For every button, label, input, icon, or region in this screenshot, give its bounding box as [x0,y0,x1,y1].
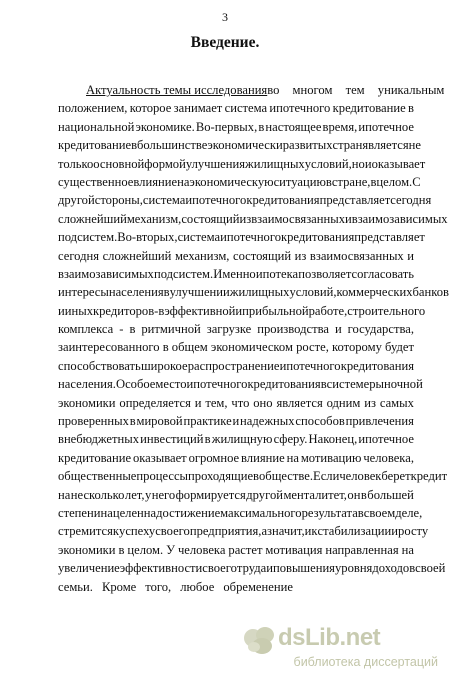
word: обществе. [258,469,313,484]
text-line [58,210,448,228]
word: жилищных [245,156,305,171]
word: только [58,156,94,171]
word: экономике. [135,119,195,134]
word: улучшении [169,285,230,300]
word: жилищную [211,432,273,447]
word: в [360,487,367,502]
word: оказывает [132,450,187,465]
word: доходов [372,561,416,576]
page-number: 3 [222,10,228,24]
word: ипотечное [358,432,414,447]
word: подсистем. [153,266,214,281]
text-line [58,99,414,117]
word: в [129,322,136,337]
text-line [58,247,414,265]
word: работе, [308,303,348,318]
word: населения [108,285,164,300]
word: существенное [58,174,134,189]
text-line [58,338,414,356]
word: огромное [188,450,240,465]
word: настоящее [265,119,322,134]
word: - [119,322,124,337]
word: условий, [289,285,337,300]
word: большей [367,487,414,502]
word: на [143,505,157,520]
word: система [224,101,268,116]
watermark-brand: dsLib.net [278,624,381,651]
word: Особое [115,377,156,392]
word: которому [332,340,382,355]
word: своем [363,505,396,520]
word: кредитование [332,101,406,116]
word: но [351,156,365,171]
word: на [401,542,414,557]
word: в [129,414,136,429]
word: способствовать [58,358,141,373]
word: взаимосвязанных [309,248,404,263]
word: ипотечного [186,377,248,392]
word: общественные [58,469,137,484]
word: проверенных [58,414,129,429]
word: и [58,303,65,318]
word: растет [228,542,263,557]
word: Наконец, [308,432,358,447]
word: состоящий [181,211,240,226]
word: банков [412,285,449,300]
word: достижение [156,505,221,520]
text-line [58,449,414,467]
word: мотивация [265,542,323,557]
word: населения. [58,377,116,392]
word: влияние [133,174,178,189]
word: кредитования [281,230,355,245]
word: ипотека [255,266,299,281]
word: коммерческих [336,285,413,300]
text-line [58,265,414,283]
word: одним [326,395,361,410]
word: место [155,377,187,392]
word: и [235,303,243,318]
word: менталитет, [283,487,347,502]
word: является [276,395,323,410]
word: и [334,322,342,337]
word: успеху [119,524,156,539]
word: национальной [58,119,135,134]
word: системе [326,377,370,392]
word: условий, [304,156,352,171]
text-line [58,357,414,375]
text-line [58,173,421,191]
word: мотивацию [300,450,362,465]
word: в [204,432,211,447]
text-line [58,191,432,209]
text-line [58,559,446,577]
word: загрузке [206,322,252,337]
word: из [294,248,307,263]
text-line [58,81,445,99]
word: сегодня [58,248,100,263]
text-line [58,228,425,246]
word: целом. [127,542,164,557]
word: в [253,469,259,484]
word: на [177,174,190,189]
word: ситуацию [273,174,326,189]
word: направленная [325,542,399,557]
word: определяется [119,395,191,410]
word: интересы [58,285,109,300]
word: является [362,138,409,153]
word: экономическую [189,174,274,189]
word: к [112,524,120,539]
word: своего [202,561,237,576]
word: распространение [187,358,280,373]
word: него [151,487,176,502]
word: результата [301,505,358,520]
word: росте, [296,340,329,355]
word: кредит [410,469,448,484]
word: иных [64,303,93,318]
word: влияние [241,450,285,465]
word: в [320,377,327,392]
word: взаимосвязанных [251,211,345,226]
word: ритмичной [141,322,201,337]
word: которое [129,101,172,116]
word: взаимозависимых [58,266,154,281]
word: в [163,285,170,300]
word: оказывает [371,156,426,171]
word: и [304,524,312,539]
word: кредиторов [93,303,155,318]
word: система [177,230,221,245]
word: стремится [58,524,113,539]
word: деле, [395,505,423,520]
text-line [58,118,414,136]
word: обременение [223,579,293,594]
text-line [58,155,426,173]
lead-phrase: Актуальность темы исследования [86,83,268,97]
word: стороны, [94,193,143,208]
word: механизм, [174,248,230,263]
word: степени [58,505,101,520]
word: кредитования [246,193,320,208]
text-line [58,522,429,540]
word: своей [415,561,446,576]
word: и [266,561,273,576]
word: кредитование [58,450,132,465]
text-line [58,467,448,485]
text-line [58,430,414,448]
word: механизм, [126,211,182,226]
word: надежных [240,414,295,429]
word: в [118,542,125,557]
word: ипотечное [358,119,414,134]
word: и [364,156,372,171]
word: он [347,487,361,502]
word: ипотечного [220,230,282,245]
word: строительного [347,303,426,318]
word: труда [236,561,267,576]
word: занимает [173,101,223,116]
word: самых [379,395,414,410]
word: сложнейший [58,211,127,226]
word: стабилизации [317,524,392,539]
text-line [58,283,449,301]
word: подсистем. [58,230,118,245]
word: эффективности [119,561,203,576]
word: Во-вторых, [117,230,178,245]
text-line [58,302,426,320]
word: и [194,395,202,410]
line-text: во многом тем уникальным [267,83,445,97]
word: в [131,138,138,153]
word: экономики [58,542,116,557]
word: семьи. [58,579,93,594]
word: практике [183,414,232,429]
text-line [58,320,414,338]
word: широкое [140,358,188,373]
word: Во-первых, [195,119,258,134]
word: другой [58,193,95,208]
word: к [311,524,318,539]
text-line [58,578,414,596]
word: экономически [207,138,283,153]
page-title: Введение. [190,34,260,51]
word: оно [253,395,273,410]
word: позволяет [298,266,352,281]
word: заинтересованного [58,340,160,355]
word: кредитования [340,358,414,373]
word: а [261,524,268,539]
word: другой [246,487,283,502]
word: будет [385,340,414,355]
word: в [370,174,377,189]
word: основной [93,156,145,171]
word: и [345,211,352,226]
word: кредитование [58,138,132,153]
word: инвестиций [140,432,204,447]
word: и [232,414,240,429]
word: предприятия, [189,524,262,539]
word: большинстве [137,138,208,153]
word: в [158,303,165,318]
text-line [58,375,423,393]
word: привлечения [345,414,414,429]
word: берет [381,469,411,484]
word: стране, [331,174,371,189]
word: у [144,487,152,502]
word: что [231,395,250,410]
word: нацелен [100,505,144,520]
word: стран [332,138,363,153]
word: Именно [213,266,256,281]
word: рыночной [369,377,423,392]
word: состоящий [232,248,292,263]
word: несколько [70,487,125,502]
word: эффективной [164,303,236,318]
word: на [58,487,71,502]
word: представляет [319,193,391,208]
word: прибыльной [242,303,309,318]
watermark-tagline: библиотека диссертаций [293,655,438,669]
word: система [142,193,186,208]
word: Если [313,469,340,484]
word: значит, [267,524,305,539]
word: на [286,450,299,465]
word: процессы [136,469,189,484]
word: формируется [175,487,246,502]
word: в [408,101,414,116]
word: в [357,505,364,520]
word: - [154,303,159,318]
word: тем, [205,395,228,410]
text-line [58,486,414,504]
word: уровня [334,561,373,576]
word: росту [398,524,429,539]
word: формой [144,156,186,171]
word: своего [155,524,190,539]
word: ипотечного [279,358,341,373]
text-line [58,504,423,522]
word: внебюджетных [58,432,139,447]
word: лет, [124,487,145,502]
word: положением, [58,101,128,116]
text-line [58,394,414,412]
text-line [58,412,414,430]
text-line [58,541,414,559]
body-paragraph [58,81,449,596]
word: увеличение [58,561,120,576]
word: согласовать [351,266,414,281]
word: сферу. [273,432,308,447]
word: взаимозависимых [351,211,448,226]
word: сегодня [390,193,432,208]
word: Кроме [101,579,137,594]
word: государства, [347,322,414,337]
word: У [166,542,176,557]
word: повышения [272,561,335,576]
word: мировой [136,414,183,429]
word: в [162,340,169,355]
word: человек [339,469,382,484]
word: время, [322,119,358,134]
word: проходящие [188,469,254,484]
word: целом. [376,174,413,189]
word: человека, [363,450,414,465]
word: улучшения [185,156,246,171]
word: и [407,248,414,263]
word: в [325,174,332,189]
word: производства [257,322,329,337]
word: любое [180,579,215,594]
word: комплекса [58,322,114,337]
dslib-logo-icon [242,626,276,656]
dslib-watermark [242,626,438,670]
word: экономики [58,395,116,410]
word: того, [145,579,172,594]
word: и [391,524,399,539]
word: экономическом [210,340,293,355]
word: из [364,395,376,410]
word: человека [177,542,226,557]
word: из [239,211,252,226]
word: кредитования [247,377,321,392]
word: ипотечного [269,101,331,116]
word: способов [295,414,345,429]
word: сложнейший [102,248,172,263]
word: жилищных [229,285,290,300]
text-line [58,136,422,154]
word: максимального [220,505,302,520]
word: развитых [282,138,333,153]
word: ипотечного [185,193,247,208]
word: общем [171,340,208,355]
word: С [412,174,421,189]
word: представляет [354,230,425,245]
word: в [258,119,265,134]
word: не [408,138,422,153]
